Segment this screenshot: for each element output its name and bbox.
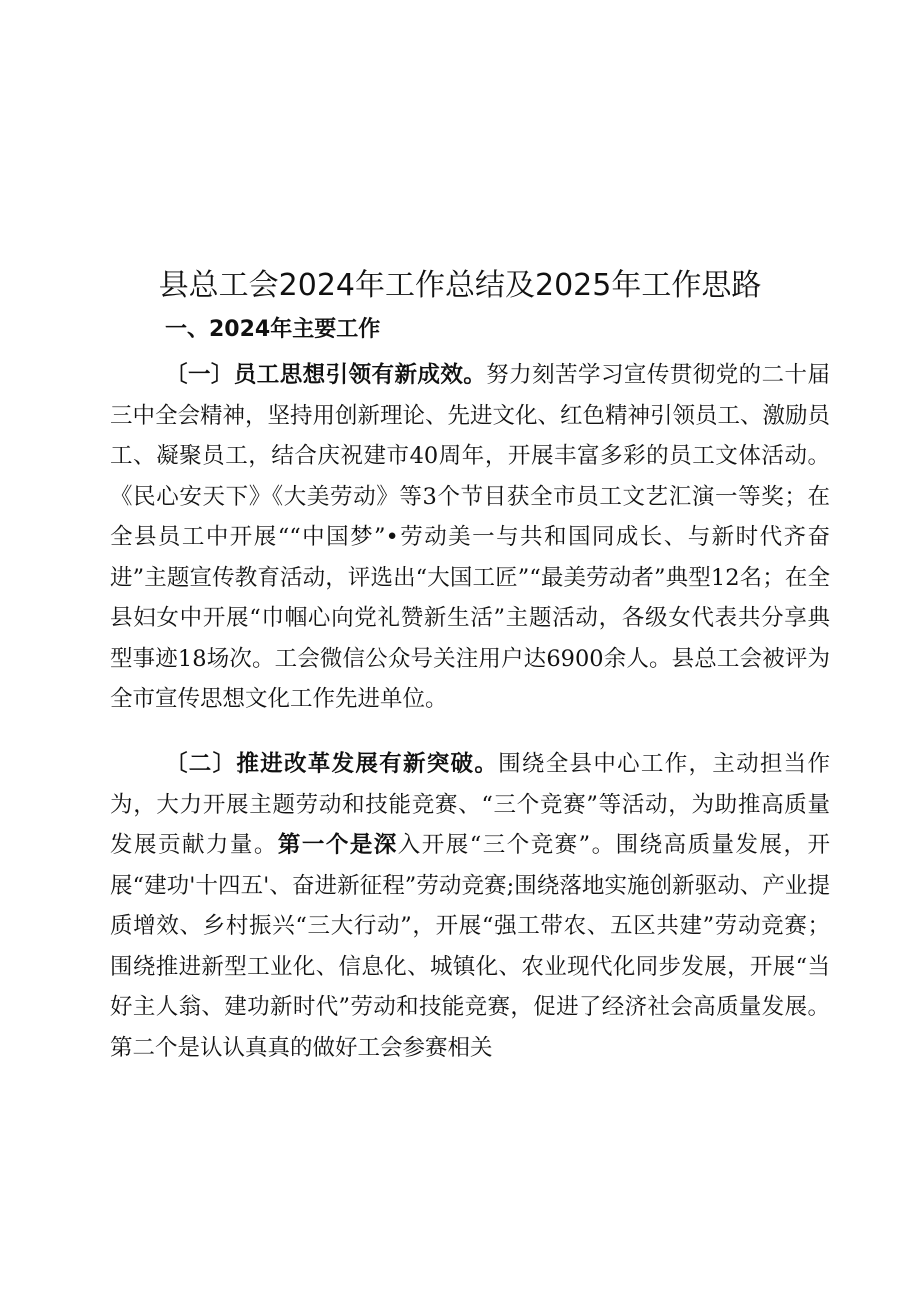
paragraph-two-text-b: 入开展“三个竞赛”。围绕高质量发展，开展“建功'十四五'、奋进新征程”劳动竞赛;围绕落地实施创新驱动、产业提质增效、乡村振兴“三大行动”，开展“强工带农、五区共建”劳动竞赛；围绕推进新型工业化、信息化、城镇化、农业现代化同步发展，开展“当好主人翁、建功新时代”劳动和技能竞赛，促进了经济社会高质量发展。第二个是认认真真的做好工会参赛相关	[110, 832, 830, 1061]
paragraph-one-lead: 〔一〕员工思想引领有新成效。	[165, 362, 487, 388]
paragraph-two-text-a: 围绕全县中心工作，主动担当作为，大力开展主题劳动和技能竞赛、“三个竞赛”等活动，为助推高质量发展贡献力量。	[110, 751, 830, 858]
paragraph-two-body	[110, 744, 830, 1068]
paragraph-one	[110, 355, 830, 720]
section-heading: 一、2024年主要工作	[165, 317, 381, 342]
document-title: 县总工会2024年工作总结及2025年工作思路	[158, 268, 762, 303]
paragraph-two-lead-b: 第一个是深	[277, 832, 398, 858]
paragraph-one-text: 努力刻苦学习宣传贯彻党的二十届三中全会精神，坚持用创新理论、先进文化、红色精神引领员工、激励员工、凝聚员工，结合庆祝建市40周年，开展丰富多彩的员工文体活动。《民心安天下》《大美劳动》等3个节目获全市员工文艺汇演一等奖；在全县员工中开展““中国梦”•劳动美一与共和国同成长、与新时代齐奋进”主题宣传教育活动，评选出“大国工匠”“最美劳动者”典型12名；在全县妇女中开展“巾帼心向党礼赞新生活”主题活动，各级女代表共分享典型事迹18场次。工会微信公众号关注用户达6900余人。县总工会被评为全市宣传思想文化工作先进单位。	[110, 362, 831, 712]
paragraph-two	[110, 744, 830, 1068]
paragraph-two-lead: 〔二〕推进改革发展有新突破。	[165, 751, 499, 777]
paragraph-one-body	[110, 355, 830, 720]
